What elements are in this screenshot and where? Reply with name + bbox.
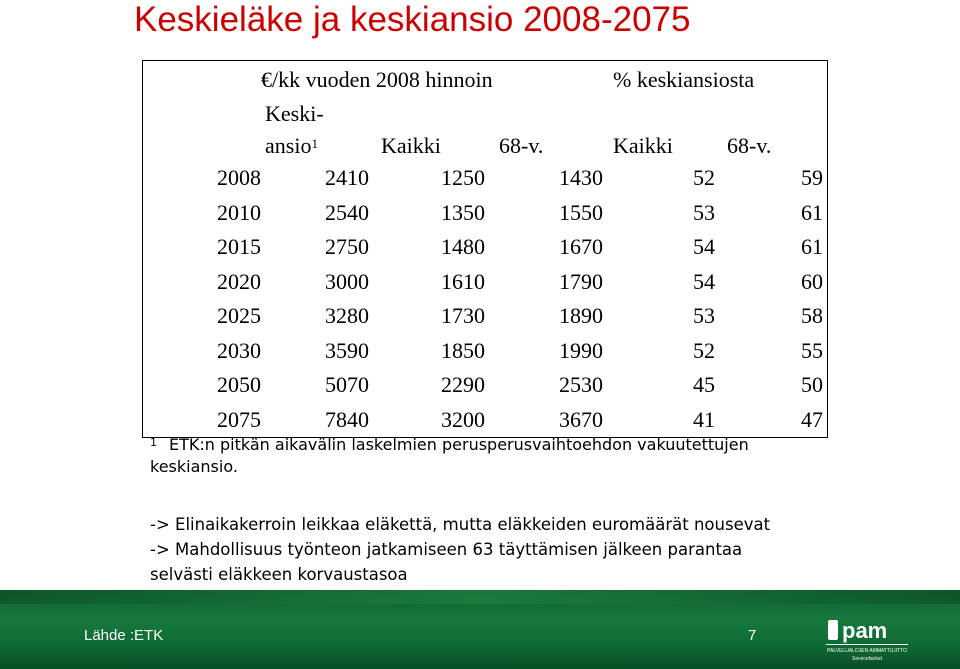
cell-68v-eur: 1990: [559, 337, 603, 363]
cell-68v-eur: 1790: [559, 268, 603, 294]
pam-logo-icon: [822, 606, 912, 664]
cell-68v-eur: 1670: [559, 234, 603, 259]
note-line: -> Mahdollisuus työnteon jatkamiseen 63 täyttämisen jälkeen parantaa: [150, 540, 743, 559]
cell-kaikki-pct: 53: [693, 199, 715, 225]
footer-stripe: [0, 590, 960, 604]
cell-kaikki-pct: 54: [693, 234, 715, 259]
group-header-percent: % keskiansiosta: [613, 67, 755, 92]
cell-keskiansio: 5070: [325, 372, 369, 397]
cell-kaikki-eur: 1350: [441, 199, 485, 225]
logo-text: pam: [842, 618, 888, 643]
cell-keskiansio: 3000: [325, 268, 369, 294]
cell-kaikki-pct: 53: [693, 303, 715, 328]
cell-kaikki-eur: 1480: [441, 234, 485, 259]
note-line: selvästi eläkkeen korvaustasoa: [150, 565, 408, 584]
col-header-kaikki-eur: Kaikki: [381, 133, 441, 158]
cell-68v-pct: 50: [801, 372, 823, 397]
cell-kaikki-pct: 41: [693, 406, 715, 432]
logo-subtext-2: Servicefacket: [851, 656, 883, 662]
col-header-keskiansio-line1: Keski-: [265, 101, 324, 126]
cell-68v-pct: 55: [801, 337, 823, 363]
footnote: [150, 434, 830, 478]
cell-year: 2030: [217, 337, 261, 363]
col-header-68v-eur: 68-v.: [499, 133, 544, 158]
cell-kaikki-pct: 54: [693, 268, 715, 294]
footer-bar: [0, 590, 960, 669]
note-line: -> Elinaikakerroin leikkaa eläkettä, mutta eläkkeiden euromäärät nousevat: [150, 515, 771, 534]
cell-68v-eur: 2530: [559, 372, 603, 397]
page-title: Keskieläke ja keskiansio 2008-2075: [134, 0, 691, 39]
cell-68v-eur: 3670: [559, 406, 603, 432]
cell-kaikki-pct: 45: [693, 372, 715, 397]
cell-kaikki-eur: 1850: [441, 337, 485, 363]
footnote-text: ETK:n pitkän aikavälin laskelmien perusperusvaihtoehdon vakuutettujen keskiansio.: [150, 435, 749, 476]
cell-keskiansio: 3590: [325, 337, 369, 363]
col-header-kaikki-pct: Kaikki: [613, 133, 673, 158]
cell-kaikki-eur: 1730: [441, 303, 485, 328]
cell-kaikki-pct: 52: [693, 337, 715, 363]
cell-kaikki-eur: 3200: [441, 406, 485, 432]
cell-68v-eur: 1430: [559, 165, 603, 190]
cell-68v-pct: 59: [801, 165, 823, 190]
cell-68v-eur: 1550: [559, 199, 603, 225]
cell-kaikki-eur: 1250: [441, 165, 485, 190]
cell-68v-pct: 58: [801, 303, 823, 328]
source-label: Lähde :ETK: [84, 627, 164, 644]
notes: [150, 512, 850, 587]
cell-68v-pct: 61: [801, 234, 823, 259]
cell-year: 2015: [217, 234, 261, 259]
cell-year: 2050: [217, 372, 261, 397]
cell-kaikki-pct: 52: [693, 165, 715, 190]
col-header-68v-pct: 68-v.: [727, 133, 772, 158]
cell-keskiansio: 2410: [325, 165, 369, 190]
cell-68v-pct: 60: [801, 268, 823, 294]
cell-68v-eur: 1890: [559, 303, 603, 328]
logo-subtext: PALVELUALOJEN AMMATTILIITTO: [827, 648, 907, 654]
cell-year: 2025: [217, 303, 261, 328]
cell-kaikki-eur: 1610: [441, 268, 485, 294]
cell-keskiansio: 2750: [325, 234, 369, 259]
col-header-keskiansio: [265, 133, 318, 159]
cell-keskiansio: 7840: [325, 406, 369, 432]
cell-year: 2008: [217, 165, 261, 190]
cell-68v-pct: 47: [801, 406, 823, 432]
col-header-keskiansio-line2: ansio: [265, 133, 312, 158]
group-header-eur: €/kk vuoden 2008 hinnoin: [261, 67, 493, 92]
data-table: [142, 60, 828, 438]
cell-year: 2075: [217, 406, 261, 432]
page-number: 7: [748, 627, 757, 644]
cell-year: 2010: [217, 199, 261, 225]
footnote-ref: 1: [311, 136, 318, 151]
cell-keskiansio: 2540: [325, 199, 369, 225]
cell-kaikki-eur: 2290: [441, 372, 485, 397]
footnote-mark: 1: [150, 436, 157, 449]
cell-68v-pct: 61: [801, 199, 823, 225]
cell-year: 2020: [217, 268, 261, 294]
cell-keskiansio: 3280: [325, 303, 369, 328]
